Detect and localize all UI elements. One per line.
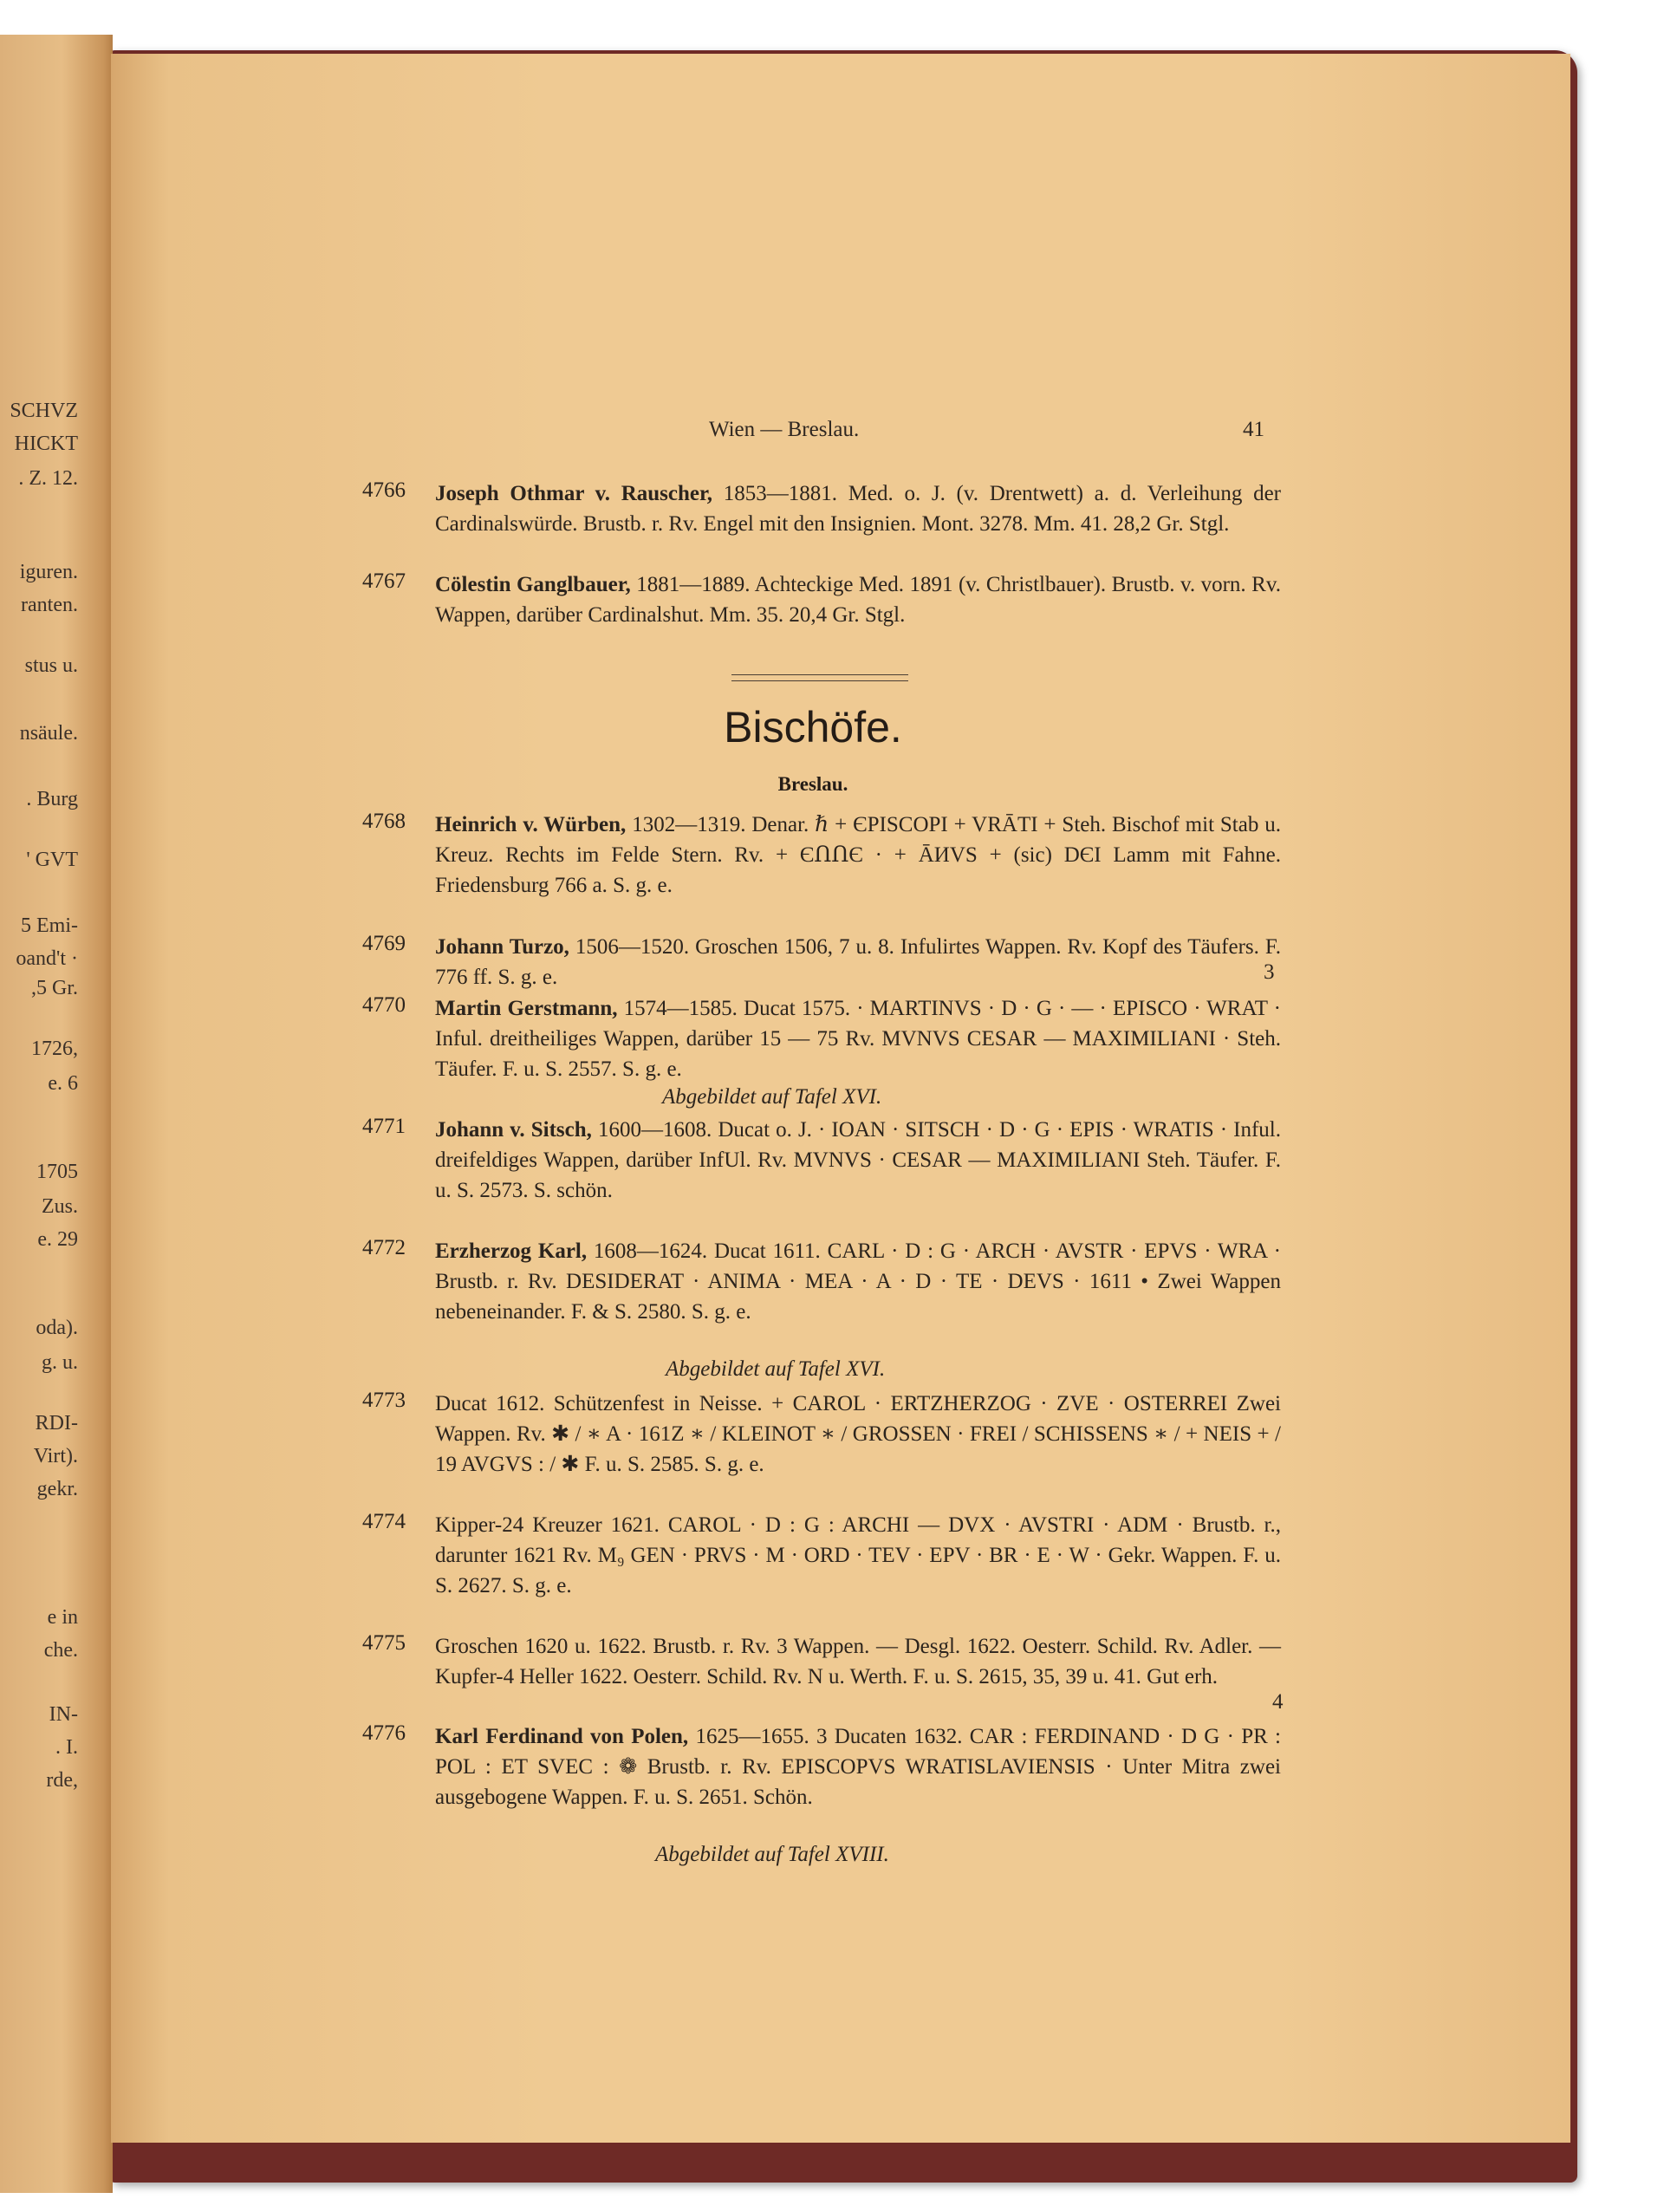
- entry-name: Karl Ferdinand von Polen,: [435, 1725, 689, 1748]
- catalog-entry-4776: [362, 1721, 1281, 1812]
- entry-name: Martin Gerstmann,: [435, 997, 618, 1020]
- entry-name: Heinrich v. Würben,: [435, 813, 627, 836]
- catalog-entry-4772: [362, 1236, 1281, 1327]
- left-page-fragment: oda).: [36, 1317, 78, 1339]
- catalog-entry-4770: [362, 993, 1281, 1084]
- entry-text: 1574—1585. Ducat 1575. · MARTINVS · D · G · — · EPISCO · WRAT · Inful. dreitheiliges Wappen, darüber 15 — 75 Rv. MVNVS CESAR — MAXIMILIANI · Steh. Täufer. F. u. S. 2557. S. g. e.: [435, 997, 1281, 1081]
- left-page-fragment: rde,: [46, 1769, 78, 1792]
- left-page-edge: [0, 35, 113, 2193]
- left-page-fragment: nsäule.: [19, 722, 78, 745]
- entry-number: 4773: [362, 1389, 406, 1412]
- catalog-entry-4769: [362, 932, 1281, 992]
- entry-number: 4766: [362, 478, 406, 502]
- left-page-fragment: gekr.: [36, 1478, 78, 1500]
- subsection-title: Breslau.: [777, 773, 848, 795]
- entry-text: 1853—1881. Med. o. J. (v. Drentwett) a. d. Verleihung der Cardinalswürde. Brustb. r. Rv. Engel mit den Insignien. Mont. 3278. Mm. 41. 28,2 Gr. Stgl.: [435, 482, 1282, 536]
- left-page-fragment: ranten.: [21, 594, 78, 616]
- entry-number: 4769: [362, 932, 406, 955]
- entry-name: Johann v. Sitsch,: [435, 1118, 592, 1142]
- plate-reference: Abgebildet auf Tafel XVIII.: [655, 1843, 889, 1866]
- entry-number: 4776: [362, 1721, 406, 1745]
- entry-text: 1881—1889. Achteckige Med. 1891 (v. Christlbauer). Brustb. v. vorn. Rv. Wappen, darüber Cardinalshut. Mm. 35. 20,4 Gr. Stgl.: [435, 573, 1281, 627]
- entry-text: 1302—1319. Denar. ℏ + ЄPISCOPI + VRĀTI + Steh. Bischof mit Stab u. Kreuz. Rechts im Felde Stern. Rv. + ЄՈՈЄ · + ĀИVS + (sic) DЄI Lamm mit Fahne. Friedensburg 766 a. S. g. e.: [435, 813, 1281, 897]
- entry-name: Cölestin Ganglbauer,: [435, 573, 631, 596]
- running-title: Wien — Breslau.: [709, 418, 860, 441]
- left-page-fragment: ' GVT: [26, 849, 78, 871]
- entry-text: 1625—1655. 3 Ducaten 1632. CAR : FERDINAND · D G · PR : POL : ET SVEC : ❁ Brustb. r. Rv. EPISCOPVS WRATISLAVIENSIS · Unter Mitra zwei ausgebogene Wappen. F. u. S. 2651. Schön.: [435, 1725, 1281, 1809]
- left-page-fragment: e. 6: [48, 1072, 78, 1095]
- left-page-fragment: 5 Emi-: [21, 914, 78, 937]
- left-page-fragment: iguren.: [19, 561, 78, 583]
- entry-number: 4768: [362, 810, 406, 833]
- section-title: Bischöfe.: [724, 703, 902, 751]
- entry-text: 1506—1520. Groschen 1506, 7 u. 8. Infulirtes Wappen. Rv. Kopf des Täufers. F. 776 ff. S. g. e.: [435, 935, 1281, 989]
- left-page-fragment: e. 29: [37, 1228, 78, 1251]
- left-page-fragment: IN-: [49, 1703, 78, 1726]
- entry-number: 4774: [362, 1510, 406, 1533]
- catalog-entry-4775: [362, 1631, 1281, 1692]
- left-page-fragment: g. u.: [42, 1351, 78, 1374]
- page-number: 41: [1243, 418, 1264, 441]
- left-page-fragment: HICKT: [14, 433, 78, 455]
- left-page-fragment: che.: [43, 1639, 78, 1662]
- entry-text: 1600—1608. Ducat o. J. · IOAN · SITSCH · D · G · EPIS · WRATIS · Inful. dreifeldiges Wappen, darüber InfUl. Rv. MVNVS · CESAR — MAXIMILIANI Steh. Täufer. F. u. S. 2573. S. schön.: [435, 1118, 1281, 1202]
- catalog-entry-4766: [362, 478, 1281, 539]
- section-divider: [731, 674, 908, 681]
- left-page-fragment: 1705: [36, 1161, 78, 1183]
- left-page-fragment: RDI-: [35, 1412, 78, 1435]
- left-page-fragment: . Z. 12.: [18, 467, 78, 490]
- left-page-fragment: stus u.: [24, 654, 78, 677]
- entry-name: Johann Turzo,: [435, 935, 569, 959]
- entry-text: Ducat 1612. Schützenfest in Neisse. + CAROL · ERTZHERZOG · ZVE · OSTERREI Zwei Wappen. Rv. ✱ / ∗ A · 161Z ∗ / KLEINOT ∗ / GROSSEN · FREI / SCHISSENS ∗ / + NEIS + / 19 AVGVS : / ✱ F. u. S. 2585. S. g. e.: [435, 1392, 1281, 1476]
- entry-number: 4771: [362, 1115, 406, 1138]
- left-page-fragment: Virt).: [33, 1445, 78, 1467]
- catalog-entry-4767: [362, 569, 1281, 630]
- entry-number: 4770: [362, 993, 406, 1017]
- left-page-fragment: SCHVZ: [10, 400, 78, 422]
- catalog-entry-4774: [362, 1510, 1281, 1601]
- entry-name: Erzherzog Karl,: [435, 1239, 588, 1263]
- left-page-fragment: . I.: [55, 1736, 78, 1759]
- entry-text: Groschen 1620 u. 1622. Brustb. r. Rv. 3 Wappen. — Desgl. 1622. Oesterr. Schild. Rv. Adler. — Kupfer-4 Heller 1622. Oesterr. Schild. Rv. N u. Werth. F. u. S. 2615, 35, 39 u. 41. Gut erh.: [435, 1635, 1281, 1688]
- left-page-fragment: oand't ·: [16, 947, 78, 970]
- plate-reference: Abgebildet auf Tafel XVI.: [662, 1085, 882, 1109]
- entry-number: 4767: [362, 569, 406, 593]
- catalog-entry-4771: [362, 1115, 1281, 1206]
- catalog-entry-4773: [362, 1389, 1281, 1480]
- catalog-entry-4768: [362, 810, 1281, 901]
- entry-number: 4772: [362, 1236, 406, 1259]
- plate-reference: Abgebildet auf Tafel XVI.: [666, 1357, 886, 1381]
- left-page-fragment: e in: [47, 1606, 78, 1629]
- left-page-fragment: Zus.: [42, 1195, 78, 1218]
- entry-text: 1608—1624. Ducat 1611. CARL · D : G · ARCH · AVSTR · EPVS · WRA · Brustb. r. Rv. DESIDERAT · ANIMA · MEA · A · D · TE · DEVS · 1611 • Zwei Wappen nebeneinander. F. & S. 2580. S. g. e.: [435, 1239, 1281, 1324]
- left-page-fragment: . Burg: [26, 788, 78, 810]
- left-page-fragment: 1726,: [31, 1038, 78, 1060]
- entry-text: Kipper-24 Kreuzer 1621. CAROL · D : G : ARCHI — DVX · AVSTRI · ADM · Brustb. r., darunter 1621 Rv. M₉ GEN · PRVS · M · ORD · TEV · EPV · BR · E · W · Gekr. Wappen. F. u. S. 2627. S. g. e.: [435, 1513, 1281, 1597]
- entry-number: 4775: [362, 1631, 406, 1655]
- left-page-fragment: ,5 Gr.: [31, 977, 78, 999]
- book-page: [111, 54, 1570, 2143]
- entry-name: Joseph Othmar v. Rauscher,: [435, 482, 713, 505]
- price-mark: 4: [1272, 1690, 1284, 1714]
- price-mark: 3: [1264, 960, 1275, 984]
